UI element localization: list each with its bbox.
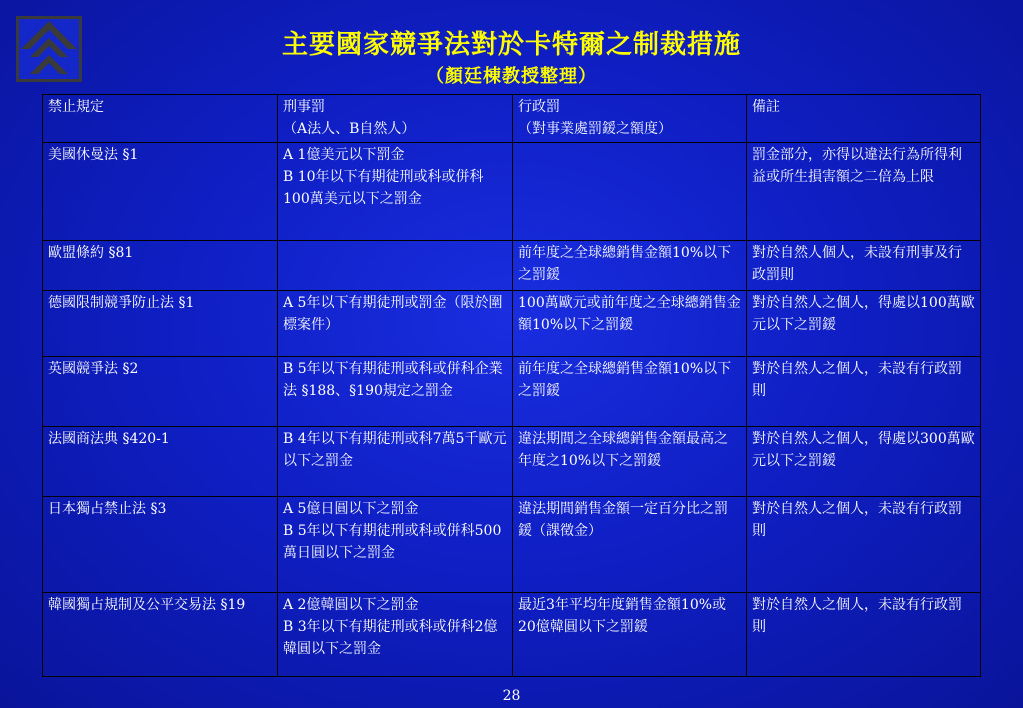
table-cell: 德國限制競爭防止法 §1 — [43, 291, 278, 357]
table-cell: B 4年以下有期徒刑或科7萬5千歐元以下之罰金 — [278, 427, 513, 497]
page-title: 主要國家競爭法對於卡特爾之制裁措施 — [281, 30, 741, 60]
page-number: 28 — [502, 688, 521, 704]
header-cell: 刑事罰 （A法人、B自然人） — [278, 95, 513, 143]
table-cell: 前年度之全球總銷售金額10%以下之罰鍰 — [513, 241, 747, 291]
header-cell: 行政罰 （對事業處罰鍰之額度） — [513, 95, 747, 143]
header-cell: 禁止規定 — [43, 95, 278, 143]
table-cell: A 2億韓圓以下之罰金 B 3年以下有期徒刑或科或併科2億韓圓以下之罰金 — [278, 593, 513, 677]
sanctions-table — [42, 94, 981, 677]
table-cell — [513, 143, 747, 241]
table-cell: 歐盟條約 §81 — [43, 241, 278, 291]
table-cell: 對於自然人之個人，未設有行政罰則 — [747, 593, 981, 677]
table-cell: 對於自然人之個人，未設有行政罰則 — [747, 357, 981, 427]
table-row — [43, 427, 981, 497]
table-cell: 罰金部分，亦得以違法行為所得利益或所生損害額之二倍為上限 — [747, 143, 981, 241]
table-cell: A 1億美元以下罰金 B 10年以下有期徒刑或科或併科100萬美元以下之罰金 — [278, 143, 513, 241]
table-header-row — [43, 95, 981, 143]
table-cell: 英國競爭法 §2 — [43, 357, 278, 427]
table-row — [43, 497, 981, 593]
table-row — [43, 291, 981, 357]
table-row — [43, 143, 981, 241]
header-cell: 備註 — [747, 95, 981, 143]
table-cell — [278, 241, 513, 291]
table-cell: 法國商法典 §420-1 — [43, 427, 278, 497]
table-cell: 對於自然人之個人，得處以100萬歐元以下之罰鍰 — [747, 291, 981, 357]
table-cell: A 5億日圓以下之罰金 B 5年以下有期徒刑或科或併科500萬日圓以下之罰金 — [278, 497, 513, 593]
table-cell: B 5年以下有期徒刑或科或併科企業法 §188、§190規定之罰金 — [278, 357, 513, 427]
table-row — [43, 241, 981, 291]
table-cell: 對於自然人個人，未設有刑事及行政罰則 — [747, 241, 981, 291]
table-cell: A 5年以下有期徒刑或罰金（限於圍標案件） — [278, 291, 513, 357]
table-cell: 前年度之全球總銷售金額10%以下之罰鍰 — [513, 357, 747, 427]
table-cell: 對於自然人之個人，得處以300萬歐元以下之罰鍰 — [747, 427, 981, 497]
table-cell: 100萬歐元或前年度之全球總銷售金額10%以下之罰鍰 — [513, 291, 747, 357]
table-cell: 美國休曼法 §1 — [43, 143, 278, 241]
table-cell: 違法期間銷售金額一定百分比之罰鍰（課徵金） — [513, 497, 747, 593]
table-cell: 違法期間之全球總銷售金額最高之年度之10%以下之罰鍰 — [513, 427, 747, 497]
table-cell: 對於自然人之個人，未設有行政罰則 — [747, 497, 981, 593]
page-subtitle: （顏廷棟教授整理） — [426, 66, 597, 87]
table-cell: 韓國獨占規制及公平交易法 §19 — [43, 593, 278, 677]
table-row — [43, 593, 981, 677]
table-cell: 最近3年平均年度銷售金額10%或20億韓圓以下之罰鍰 — [513, 593, 747, 677]
table-row — [43, 357, 981, 427]
table-cell: 日本獨占禁止法 §3 — [43, 497, 278, 593]
